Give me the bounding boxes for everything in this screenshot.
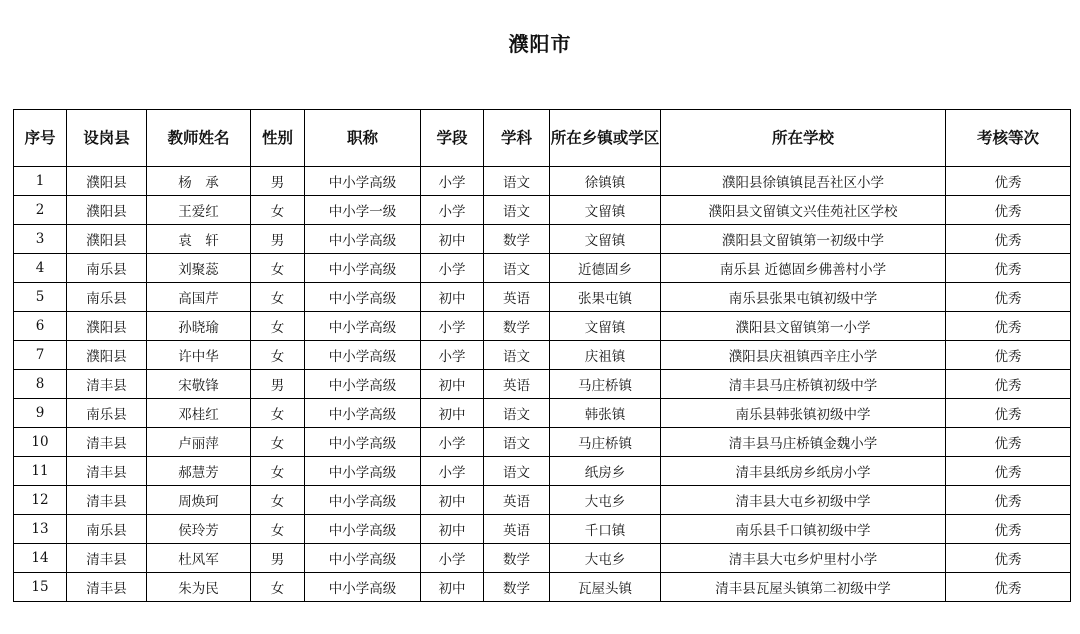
cell-title: 中小学高级 [305, 370, 421, 399]
cell-county: 南乐县 [67, 254, 147, 283]
cell-school-level: 小学 [421, 312, 484, 341]
cell-county: 清丰县 [67, 370, 147, 399]
cell-school: 南乐县张果屯镇初级中学 [661, 283, 946, 312]
cell-school: 濮阳县庆祖镇西辛庄小学 [661, 341, 946, 370]
cell-rating: 优秀 [946, 341, 1071, 370]
cell-rating: 优秀 [946, 225, 1071, 254]
cell-subject: 数学 [484, 573, 550, 602]
cell-town: 韩张镇 [550, 399, 661, 428]
cell-rating: 优秀 [946, 196, 1071, 225]
cell-subject: 数学 [484, 312, 550, 341]
table-row [14, 486, 1071, 515]
cell-gender: 男 [251, 167, 305, 196]
cell-subject: 语文 [484, 428, 550, 457]
cell-teacher-name: 许中华 [147, 341, 251, 370]
cell-teacher-name: 杨 承 [147, 167, 251, 196]
cell-subject: 英语 [484, 515, 550, 544]
cell-school: 南乐县千口镇初级中学 [661, 515, 946, 544]
cell-rating: 优秀 [946, 167, 1071, 196]
cell-teacher-name: 朱为民 [147, 573, 251, 602]
cell-school-level: 小学 [421, 254, 484, 283]
cell-gender: 女 [251, 283, 305, 312]
cell-county: 濮阳县 [67, 312, 147, 341]
cell-gender: 男 [251, 544, 305, 573]
cell-index: 6 [14, 312, 67, 341]
cell-teacher-name: 邓桂红 [147, 399, 251, 428]
cell-teacher-name: 王爱红 [147, 196, 251, 225]
cell-rating: 优秀 [946, 515, 1071, 544]
table-row [14, 283, 1071, 312]
cell-subject: 英语 [484, 370, 550, 399]
header-town: 所在乡镇或学区 [550, 110, 661, 167]
table-row [14, 515, 1071, 544]
cell-town: 张果屯镇 [550, 283, 661, 312]
cell-county: 清丰县 [67, 544, 147, 573]
cell-gender: 女 [251, 573, 305, 602]
cell-school-level: 小学 [421, 167, 484, 196]
cell-town: 大屯乡 [550, 544, 661, 573]
cell-title: 中小学高级 [305, 254, 421, 283]
table-row [14, 428, 1071, 457]
header-rating: 考核等次 [946, 110, 1071, 167]
cell-title: 中小学高级 [305, 283, 421, 312]
cell-index: 7 [14, 341, 67, 370]
cell-index: 9 [14, 399, 67, 428]
table-row [14, 370, 1071, 399]
cell-town: 马庄桥镇 [550, 370, 661, 399]
cell-school-level: 小学 [421, 457, 484, 486]
cell-school: 清丰县马庄桥镇初级中学 [661, 370, 946, 399]
header-index: 序号 [14, 110, 67, 167]
table-row [14, 457, 1071, 486]
header-county: 设岗县 [67, 110, 147, 167]
cell-school-level: 小学 [421, 341, 484, 370]
cell-index: 1 [14, 167, 67, 196]
cell-index: 4 [14, 254, 67, 283]
cell-index: 10 [14, 428, 67, 457]
cell-teacher-name: 郝慧芳 [147, 457, 251, 486]
cell-index: 2 [14, 196, 67, 225]
cell-county: 濮阳县 [67, 341, 147, 370]
cell-town: 庆祖镇 [550, 341, 661, 370]
cell-title: 中小学高级 [305, 486, 421, 515]
cell-school-level: 小学 [421, 544, 484, 573]
table-row [14, 225, 1071, 254]
table-row [14, 167, 1071, 196]
cell-school: 南乐县韩张镇初级中学 [661, 399, 946, 428]
cell-index: 11 [14, 457, 67, 486]
cell-school: 清丰县大屯乡初级中学 [661, 486, 946, 515]
cell-subject: 数学 [484, 225, 550, 254]
cell-school: 清丰县马庄桥镇金魏小学 [661, 428, 946, 457]
cell-teacher-name: 杜风军 [147, 544, 251, 573]
cell-teacher-name: 高国芹 [147, 283, 251, 312]
cell-gender: 女 [251, 312, 305, 341]
cell-gender: 女 [251, 486, 305, 515]
cell-title: 中小学高级 [305, 544, 421, 573]
table-row [14, 399, 1071, 428]
cell-school-level: 初中 [421, 283, 484, 312]
cell-title: 中小学高级 [305, 457, 421, 486]
header-school: 所在学校 [661, 110, 946, 167]
cell-county: 清丰县 [67, 428, 147, 457]
cell-title: 中小学高级 [305, 312, 421, 341]
cell-school-level: 初中 [421, 399, 484, 428]
cell-subject: 语文 [484, 399, 550, 428]
cell-county: 清丰县 [67, 486, 147, 515]
cell-index: 8 [14, 370, 67, 399]
cell-town: 纸房乡 [550, 457, 661, 486]
cell-county: 濮阳县 [67, 225, 147, 254]
cell-gender: 女 [251, 341, 305, 370]
cell-county: 濮阳县 [67, 167, 147, 196]
header-school-level: 学段 [421, 110, 484, 167]
cell-subject: 语文 [484, 167, 550, 196]
cell-teacher-name: 卢丽萍 [147, 428, 251, 457]
cell-school-level: 初中 [421, 573, 484, 602]
cell-school-level: 小学 [421, 428, 484, 457]
cell-town: 文留镇 [550, 225, 661, 254]
cell-town: 徐镇镇 [550, 167, 661, 196]
cell-gender: 男 [251, 225, 305, 254]
cell-subject: 语文 [484, 341, 550, 370]
cell-gender: 女 [251, 515, 305, 544]
cell-title: 中小学高级 [305, 399, 421, 428]
cell-index: 14 [14, 544, 67, 573]
cell-rating: 优秀 [946, 486, 1071, 515]
table-row [14, 573, 1071, 602]
cell-county: 南乐县 [67, 283, 147, 312]
cell-school-level: 初中 [421, 225, 484, 254]
cell-county: 濮阳县 [67, 196, 147, 225]
cell-gender: 女 [251, 196, 305, 225]
header-gender: 性别 [251, 110, 305, 167]
table-row [14, 196, 1071, 225]
cell-school: 清丰县大屯乡炉里村小学 [661, 544, 946, 573]
cell-rating: 优秀 [946, 573, 1071, 602]
cell-school: 清丰县纸房乡纸房小学 [661, 457, 946, 486]
cell-county: 清丰县 [67, 573, 147, 602]
cell-title: 中小学高级 [305, 428, 421, 457]
cell-title: 中小学高级 [305, 225, 421, 254]
header-subject: 学科 [484, 110, 550, 167]
cell-rating: 优秀 [946, 544, 1071, 573]
cell-school-level: 初中 [421, 370, 484, 399]
table-row [14, 544, 1071, 573]
table-header-row [14, 110, 1071, 167]
cell-subject: 语文 [484, 457, 550, 486]
cell-rating: 优秀 [946, 283, 1071, 312]
table-row [14, 312, 1071, 341]
cell-index: 3 [14, 225, 67, 254]
cell-rating: 优秀 [946, 312, 1071, 341]
cell-county: 清丰县 [67, 457, 147, 486]
cell-gender: 男 [251, 370, 305, 399]
cell-title: 中小学高级 [305, 515, 421, 544]
cell-index: 13 [14, 515, 67, 544]
cell-gender: 女 [251, 399, 305, 428]
cell-rating: 优秀 [946, 254, 1071, 283]
cell-teacher-name: 侯玲芳 [147, 515, 251, 544]
cell-county: 南乐县 [67, 399, 147, 428]
cell-title: 中小学高级 [305, 341, 421, 370]
page-title: 濮阳市 [508, 32, 572, 56]
cell-teacher-name: 周焕珂 [147, 486, 251, 515]
cell-school-level: 初中 [421, 515, 484, 544]
cell-subject: 语文 [484, 254, 550, 283]
cell-town: 千口镇 [550, 515, 661, 544]
cell-rating: 优秀 [946, 457, 1071, 486]
cell-index: 15 [14, 573, 67, 602]
table-row [14, 254, 1071, 283]
cell-gender: 女 [251, 254, 305, 283]
cell-gender: 女 [251, 428, 305, 457]
cell-teacher-name: 袁 轩 [147, 225, 251, 254]
cell-title: 中小学一级 [305, 196, 421, 225]
cell-town: 文留镇 [550, 196, 661, 225]
header-teacher-name: 教师姓名 [147, 110, 251, 167]
cell-school-level: 初中 [421, 486, 484, 515]
cell-town: 近德固乡 [550, 254, 661, 283]
cell-teacher-name: 刘聚蕊 [147, 254, 251, 283]
cell-town: 瓦屋头镇 [550, 573, 661, 602]
cell-subject: 英语 [484, 486, 550, 515]
cell-teacher-name: 宋敬锋 [147, 370, 251, 399]
cell-rating: 优秀 [946, 370, 1071, 399]
cell-gender: 女 [251, 457, 305, 486]
teacher-table [13, 109, 1071, 602]
cell-town: 文留镇 [550, 312, 661, 341]
cell-school: 清丰县瓦屋头镇第二初级中学 [661, 573, 946, 602]
cell-subject: 数学 [484, 544, 550, 573]
cell-title: 中小学高级 [305, 573, 421, 602]
cell-rating: 优秀 [946, 399, 1071, 428]
cell-subject: 语文 [484, 196, 550, 225]
cell-school: 濮阳县文留镇第一初级中学 [661, 225, 946, 254]
cell-school: 濮阳县文留镇文兴佳苑社区学校 [661, 196, 946, 225]
cell-rating: 优秀 [946, 428, 1071, 457]
cell-subject: 英语 [484, 283, 550, 312]
cell-school: 濮阳县徐镇镇昆吾社区小学 [661, 167, 946, 196]
cell-county: 南乐县 [67, 515, 147, 544]
cell-title: 中小学高级 [305, 167, 421, 196]
cell-town: 大屯乡 [550, 486, 661, 515]
cell-school: 濮阳县文留镇第一小学 [661, 312, 946, 341]
cell-town: 马庄桥镇 [550, 428, 661, 457]
cell-school: 南乐县 近德固乡佛善村小学 [661, 254, 946, 283]
table-row [14, 341, 1071, 370]
cell-school-level: 小学 [421, 196, 484, 225]
cell-teacher-name: 孙晓瑜 [147, 312, 251, 341]
cell-index: 12 [14, 486, 67, 515]
table-body [14, 167, 1071, 602]
cell-index: 5 [14, 283, 67, 312]
header-title: 职称 [305, 110, 421, 167]
